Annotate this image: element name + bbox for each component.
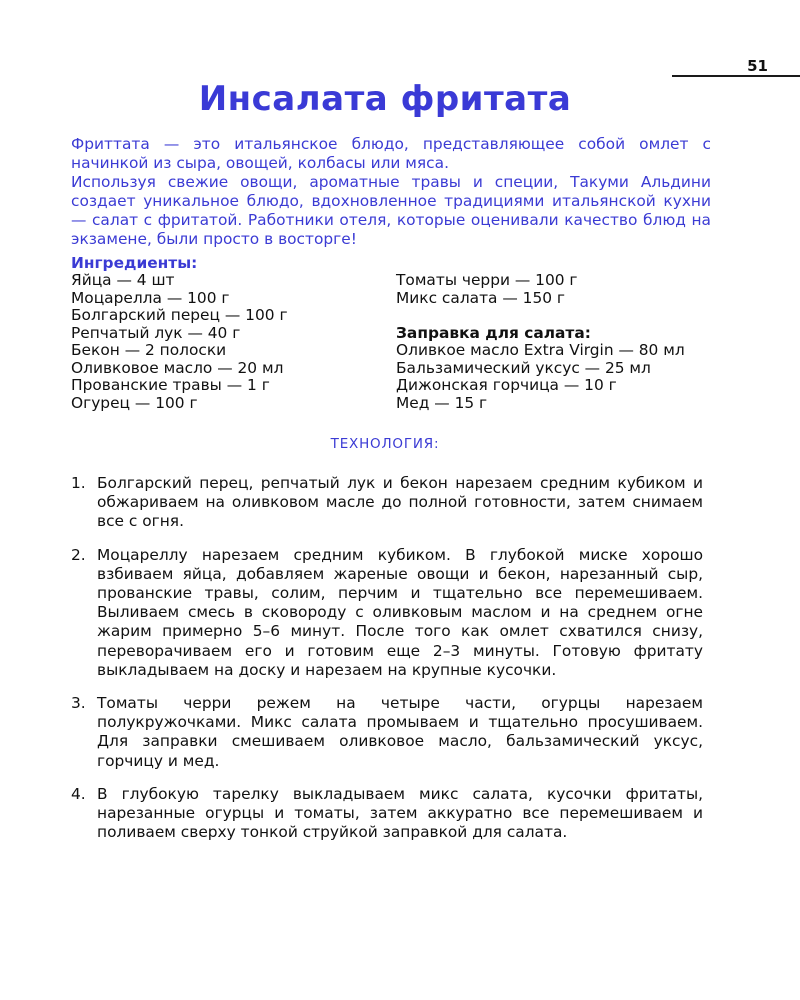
- step-number: 3.: [71, 694, 86, 713]
- step-item: [71, 474, 703, 532]
- technology-heading: ТЕХНОЛОГИЯ:: [330, 436, 440, 452]
- ingredient-item: Микс салата — 150 г: [396, 288, 566, 307]
- dressing-item: Бальзамический уксус — 25 мл: [396, 358, 651, 377]
- step-number: 2.: [71, 545, 86, 564]
- step-number: 1.: [71, 474, 86, 492]
- ingredients-heading: Ингредиенты:: [71, 254, 198, 272]
- intro-paragraph: Фриттата — это итальянское блюдо, представляющее собой омлет с начинкой из сыра, овощей, колбасы или мяса.: [71, 135, 711, 172]
- ingredient-item: Болгарский перец — 100 г: [71, 306, 288, 324]
- step-text: В глубокую тарелку выкладываем микс салата, кусочки фритаты, нарезанные огурцы и томаты, затем аккуратно все перемешиваем и поливаем сверху тонкой струйкой заправкой для салата.: [97, 784, 703, 842]
- dressing-item: Мед — 15 г: [396, 393, 488, 412]
- ingredients-left-column: [71, 272, 288, 412]
- step-number: 4.: [71, 784, 86, 803]
- intro-paragraph: Используя свежие овощи, ароматные травы и специи, Такуми Альдини создает уникальное блюдо, вдохновленное традициями итальянской кухни — салат с фритатой. Работники отеля, которые оценивали качество блюд на экзамене, были просто в восторге!: [71, 173, 711, 248]
- ingredient-item: Бекон — 2 полоски: [71, 341, 227, 359]
- page-number: 51: [747, 57, 768, 75]
- dressing-item: Дижонская горчица — 10 г: [396, 376, 617, 394]
- ingredient-item: Моцарелла — 100 г: [71, 288, 230, 307]
- ingredients-right-column: [396, 272, 685, 412]
- ingredient-item: Прованские травы — 1 г: [71, 376, 270, 394]
- dressing-heading: Заправка для салата:: [396, 323, 591, 342]
- intro-text: [71, 135, 711, 249]
- step-item: [71, 785, 703, 843]
- step-text: Болгарский перец, репчатый лук и бекон нарезаем средним кубиком и обжариваем на оливковом масле до полной готовности, затем снимаем все с огня.: [97, 474, 703, 531]
- step-item: [71, 546, 703, 680]
- step-text: Моцареллу нарезаем средним кубиком. В глубокой миске хорошо взбиваем яйца, добавляем жареные овощи и бекон, нарезанный сыр, прованские травы, солим, перчим и тщательно все перемешиваем. Выливаем смесь в сковороду с оливковым маслом и на среднем огне жарим примерно 5–6 минут. После того как омлет схватился снизу, переворачиваем его и готовим еще 2–3 минуты. Готовую фритату выкладываем на доску и нарезаем на крупные кусочки.: [97, 545, 703, 679]
- ingredient-item: Огурец — 100 г: [71, 393, 198, 412]
- step-item: [71, 694, 703, 771]
- step-text: Томаты черри режем на четыре части, огурцы нарезаем полукружочками. Микс салата промываем и тщательно просушиваем. Для заправки смешиваем оливковое масло, бальзамический уксус, горчицу и мед.: [97, 694, 703, 770]
- recipe-title: Инсалата фритата: [198, 79, 572, 119]
- dressing-item: Оливкое масло Extra Virgin — 80 мл: [396, 341, 685, 359]
- ingredient-item: Оливковое масло — 20 мл: [71, 358, 284, 377]
- steps-list: [71, 474, 703, 856]
- ingredient-item: Репчатый лук — 40 г: [71, 323, 241, 342]
- ingredient-item: Яйца — 4 шт: [71, 271, 175, 289]
- ingredient-item: Томаты черри — 100 г: [396, 271, 578, 289]
